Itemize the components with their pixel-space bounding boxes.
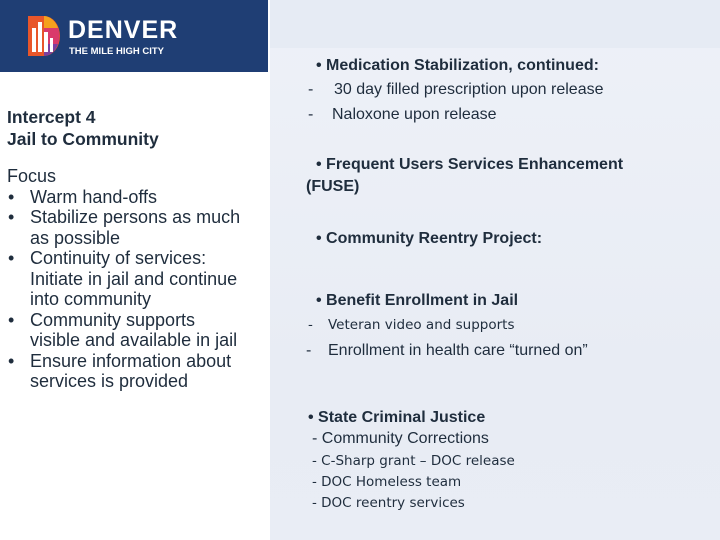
benefit-dash-2: - <box>306 342 312 359</box>
denver-logo-icon <box>26 14 60 58</box>
scj-heading: • State Criminal Justice <box>308 409 486 426</box>
benefit-item-1: Veteran video and supports <box>328 317 515 333</box>
list-item: • Warm hand-offs <box>8 186 158 207</box>
logo-subtitle: THE MILE HIGH CITY <box>69 46 164 57</box>
logo-title: DENVER <box>68 16 179 44</box>
scj-item-3: - DOC reentry services <box>312 495 465 511</box>
reentry-heading: • Community Reentry Project: <box>316 230 543 247</box>
list-item: • Ensure information about services is provided <box>8 350 232 391</box>
fuse-heading-line1: • Frequent Users Services Enhancement <box>316 156 624 173</box>
med-item-1: 30 day filled prescription upon release <box>334 81 604 98</box>
focus-list <box>7 166 247 392</box>
med-heading: • Medication Stabilization, continued: <box>316 57 599 74</box>
list-item: • Community supports visible and available in jail <box>8 309 238 350</box>
benefit-heading: • Benefit Enrollment in Jail <box>316 292 519 309</box>
scj-item-2: - DOC Homeless team <box>312 474 462 490</box>
list-item: • Continuity of services: Initiate in jail and continue into community <box>8 248 238 309</box>
section-title <box>7 106 159 150</box>
med-item-2: Naloxone upon release <box>332 106 497 123</box>
top-stripe <box>270 0 720 48</box>
title-line-2: Jail to Community <box>7 129 159 149</box>
med-dash-1: - <box>308 81 314 98</box>
benefit-dash-1: - <box>308 317 313 333</box>
scj-item-1: - C-Sharp grant – DOC release <box>312 453 515 469</box>
title-line-1: Intercept 4 <box>7 107 96 127</box>
med-dash-2: - <box>308 106 314 123</box>
benefit-item-2: Enrollment in health care “turned on” <box>328 342 588 359</box>
scj-sub: - Community Corrections <box>312 430 489 447</box>
fuse-heading-line2: (FUSE) <box>306 178 360 195</box>
logo-header <box>0 0 268 72</box>
focus-heading: Focus <box>7 166 57 186</box>
list-item: • Stabilize persons as much as possible <box>8 207 241 248</box>
right-panel <box>270 0 720 540</box>
left-panel <box>0 0 268 540</box>
